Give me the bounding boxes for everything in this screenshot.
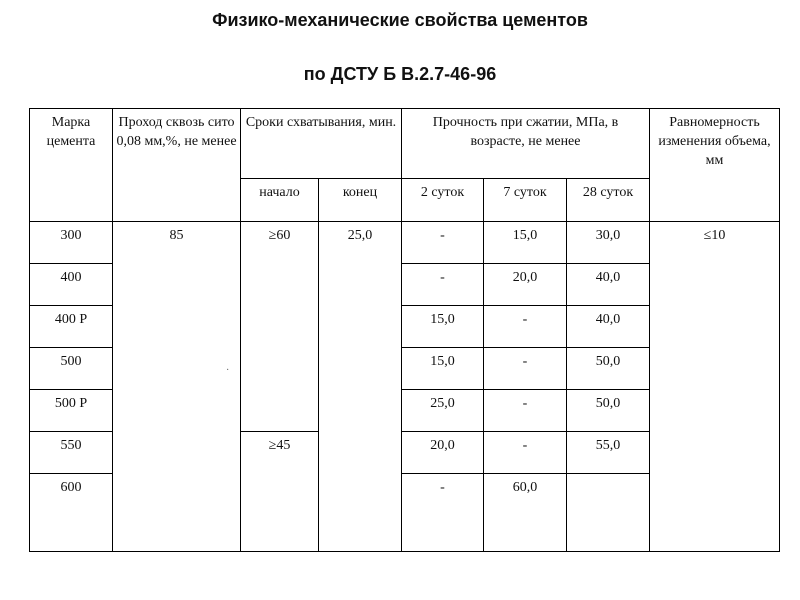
- document-subtitle: по ДСТУ Б В.2.7-46-96: [303, 64, 497, 84]
- strength-28d-cell: [567, 474, 650, 552]
- strength-2d-cell: -: [402, 222, 484, 264]
- table-row: [30, 474, 780, 552]
- table-row: [30, 222, 780, 264]
- uniformity-cell: [650, 432, 780, 474]
- subheader-start: начало: [241, 179, 319, 222]
- header-compressive-strength: Прочность при сжатии, МПа, в возрасте, не менее: [402, 109, 650, 179]
- table-row: [30, 264, 780, 306]
- sieve-cell: [113, 348, 241, 390]
- sieve-cell: [113, 474, 241, 552]
- table-row: [30, 306, 780, 348]
- uniformity-cell: [650, 348, 780, 390]
- grade-cell: 600: [30, 474, 113, 552]
- grade-cell: 500: [30, 348, 113, 390]
- grade-cell: 300: [30, 222, 113, 264]
- strength-28d-cell: 50,0: [567, 348, 650, 390]
- strength-28d-cell: 40,0: [567, 306, 650, 348]
- header-row: [30, 109, 780, 179]
- uniformity-cell: [650, 306, 780, 348]
- strength-28d-cell: 50,0: [567, 390, 650, 432]
- strength-7d-cell: -: [484, 390, 567, 432]
- sieve-cell: [113, 264, 241, 306]
- strength-2d-cell: 25,0: [402, 390, 484, 432]
- grade-cell: 550: [30, 432, 113, 474]
- setting-end-cell: [319, 432, 402, 474]
- grade-cell: 400 Р: [30, 306, 113, 348]
- subheader-2-days: 2 суток: [402, 179, 484, 222]
- setting-end-cell: [319, 306, 402, 348]
- setting-start-cell: [241, 306, 319, 348]
- sieve-cell: [113, 432, 241, 474]
- setting-start-cell: [241, 264, 319, 306]
- setting-start-cell: [241, 474, 319, 552]
- strength-7d-cell: 60,0: [484, 474, 567, 552]
- subheader-end: конец: [319, 179, 402, 222]
- setting-end-cell: [319, 348, 402, 390]
- setting-end-cell: [319, 264, 402, 306]
- strength-28d-cell: 30,0: [567, 222, 650, 264]
- header-volume-uniformity: Равномерность изменения объема, мм: [650, 109, 780, 222]
- strength-28d-cell: 55,0: [567, 432, 650, 474]
- cement-properties-table: [29, 108, 780, 552]
- setting-end-cell: 25,0: [319, 222, 402, 264]
- uniformity-cell: [650, 390, 780, 432]
- table-row: [30, 348, 780, 390]
- strength-2d-cell: -: [402, 264, 484, 306]
- strength-7d-cell: -: [484, 306, 567, 348]
- header-sieve: Проход сквозь сито 0,08 мм,%, не менее: [113, 109, 241, 222]
- strength-2d-cell: 15,0: [402, 306, 484, 348]
- header-setting-time: Сроки схватывания, мин.: [241, 109, 402, 179]
- strength-7d-cell: -: [484, 348, 567, 390]
- strength-7d-cell: 20,0: [484, 264, 567, 306]
- document-title: Физико-механические свойства цементов: [212, 10, 588, 30]
- sieve-cell: [113, 390, 241, 432]
- subheader-7-days: 7 суток: [484, 179, 567, 222]
- setting-end-cell: [319, 390, 402, 432]
- table-row: [30, 432, 780, 474]
- grade-cell: 500 Р: [30, 390, 113, 432]
- setting-end-cell: [319, 474, 402, 552]
- strength-7d-cell: -: [484, 432, 567, 474]
- uniformity-cell: [650, 264, 780, 306]
- strength-2d-cell: 15,0: [402, 348, 484, 390]
- grade-cell: 400: [30, 264, 113, 306]
- setting-start-cell: [241, 348, 319, 390]
- strength-2d-cell: -: [402, 474, 484, 552]
- uniformity-cell: [650, 474, 780, 552]
- strength-7d-cell: 15,0: [484, 222, 567, 264]
- strength-28d-cell: 40,0: [567, 264, 650, 306]
- subheader-28-days: 28 суток: [567, 179, 650, 222]
- setting-start-cell: ≥45: [241, 432, 319, 474]
- table-row: [30, 390, 780, 432]
- setting-start-cell: ≥60: [241, 222, 319, 264]
- sieve-cell: [113, 306, 241, 348]
- sieve-cell: 85: [113, 222, 241, 264]
- header-grade: Марка цемента: [30, 109, 113, 222]
- setting-start-cell: [241, 390, 319, 432]
- uniformity-cell: ≤10: [650, 222, 780, 264]
- stray-dot: ·: [226, 365, 230, 376]
- strength-2d-cell: 20,0: [402, 432, 484, 474]
